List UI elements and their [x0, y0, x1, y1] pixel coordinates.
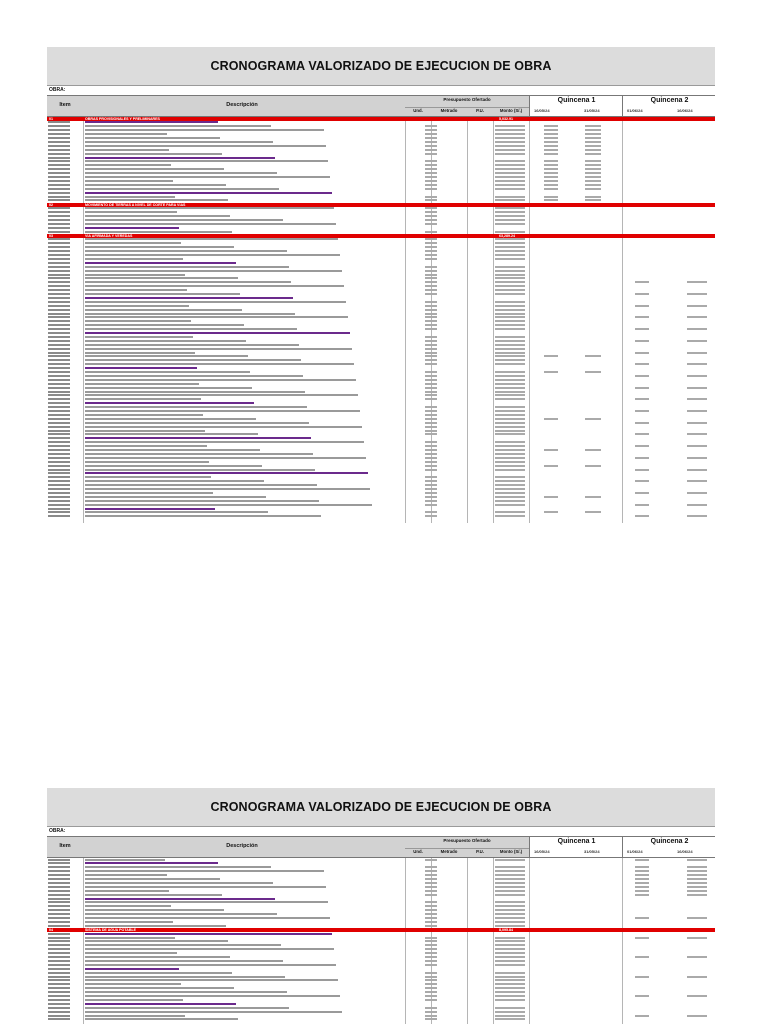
table-row	[47, 324, 715, 327]
section-title: MOVIMIENTO DE TIERRAS A NIVEL DE CORTE PARA VIAS	[85, 202, 186, 207]
table-row	[47, 975, 715, 978]
table-row	[47, 137, 715, 140]
table-row	[47, 121, 715, 124]
table-row	[47, 211, 715, 214]
table-row	[47, 218, 715, 221]
header-item: Item	[59, 843, 71, 849]
table-row	[47, 304, 715, 307]
table-body	[47, 117, 715, 523]
header-monto: Monto (S/.)	[493, 848, 529, 857]
table-row	[47, 889, 715, 892]
table-row	[47, 878, 715, 881]
table-row	[47, 464, 715, 467]
table-row	[47, 187, 715, 190]
table-row	[47, 308, 715, 311]
table-row	[47, 956, 715, 959]
header-descripcion: Descripción	[226, 102, 258, 108]
table-row	[47, 300, 715, 303]
quincena-1-end: 31/05/24	[584, 108, 600, 113]
table-row	[47, 870, 715, 873]
page-title: CRONOGRAMA VALORIZADO DE EJECUCION DE OBRA	[47, 788, 715, 827]
table-row	[47, 507, 715, 510]
section-total: 8,095.84	[499, 928, 513, 933]
table-row	[47, 885, 715, 888]
table-row	[47, 421, 715, 424]
table-row	[47, 511, 715, 514]
table-row	[47, 254, 715, 257]
table-row	[47, 995, 715, 998]
table-row	[47, 207, 715, 210]
table-row	[47, 312, 715, 315]
obra-label: OBRA:	[47, 827, 715, 837]
table-row	[47, 413, 715, 416]
table-row	[47, 472, 715, 475]
table-row	[47, 1010, 715, 1013]
table-row	[47, 320, 715, 323]
header-pu: P.U.	[467, 107, 493, 116]
table-row	[47, 261, 715, 264]
table-row	[47, 452, 715, 455]
table-row	[47, 277, 715, 280]
table-row	[47, 195, 715, 198]
table-row	[47, 160, 715, 163]
table-row	[47, 215, 715, 218]
table-row	[47, 909, 715, 912]
section-code: 02	[49, 202, 53, 207]
table-row	[47, 445, 715, 448]
section-title: OBRAS PROVISIONALES Y PRELIMINARES	[85, 117, 160, 121]
section-total: 63,289.24	[499, 234, 515, 238]
header-presupuesto: Presupuesto Ofertado	[443, 97, 491, 102]
section-title: SISTEMA DE AGUA POTABLE	[85, 928, 137, 933]
table-header	[47, 96, 715, 117]
table-row	[47, 1006, 715, 1009]
table-row	[47, 406, 715, 409]
schedule-sheet-1	[47, 47, 715, 523]
table-row	[47, 866, 715, 869]
table-row	[47, 932, 715, 935]
table-row	[47, 858, 715, 861]
table-row	[47, 335, 715, 338]
table-row	[47, 920, 715, 923]
table-row	[47, 363, 715, 366]
table-row	[47, 179, 715, 182]
table-row	[47, 164, 715, 167]
table-row	[47, 367, 715, 370]
table-row	[47, 488, 715, 491]
table-row	[47, 913, 715, 916]
table-row	[47, 347, 715, 350]
table-body	[47, 858, 715, 1024]
table-row	[47, 293, 715, 296]
table-row	[47, 355, 715, 358]
table-row	[47, 460, 715, 463]
table-row	[47, 936, 715, 939]
table-row	[47, 468, 715, 471]
obra-label: OBRA:	[47, 86, 715, 96]
table-row	[47, 386, 715, 389]
table-row	[47, 156, 715, 159]
table-row	[47, 917, 715, 920]
table-row	[47, 328, 715, 331]
section-code: 01	[49, 117, 53, 121]
table-row	[47, 901, 715, 904]
table-row	[47, 390, 715, 393]
table-row	[47, 503, 715, 506]
table-row	[47, 316, 715, 319]
table-row	[47, 144, 715, 147]
table-row	[47, 410, 715, 413]
table-row	[47, 491, 715, 494]
table-row	[47, 417, 715, 420]
quincena-2-end: 16/06/24	[677, 108, 693, 113]
table-row	[47, 959, 715, 962]
table-row	[47, 199, 715, 202]
table-row	[47, 940, 715, 943]
section-title: VIA AFIRMADA Y VEREDAS	[85, 234, 133, 238]
table-row	[47, 289, 715, 292]
table-row	[47, 285, 715, 288]
table-row	[47, 343, 715, 346]
table-row	[47, 148, 715, 151]
table-row	[47, 281, 715, 284]
quincena-1-header	[529, 96, 623, 116]
section-total: 5,032.91	[499, 117, 513, 121]
table-row	[47, 402, 715, 405]
table-row	[47, 351, 715, 354]
table-row	[47, 394, 715, 397]
table-row	[47, 905, 715, 908]
table-row	[47, 273, 715, 276]
table-row	[47, 269, 715, 272]
table-row	[47, 332, 715, 335]
table-row	[47, 425, 715, 428]
table-row	[47, 339, 715, 342]
header-und: Und.	[405, 107, 431, 116]
table-row	[47, 963, 715, 966]
header-und: Und.	[405, 848, 431, 857]
table-row	[47, 242, 715, 245]
section-code: 03	[49, 234, 53, 238]
quincena-1-start: 16/05/24	[534, 108, 550, 113]
table-row	[47, 437, 715, 440]
table-row	[47, 495, 715, 498]
quincena-2-header	[622, 96, 716, 116]
table-row	[47, 129, 715, 132]
table-row	[47, 359, 715, 362]
header-metrado: Metrado	[431, 107, 467, 116]
quincena-1-header	[529, 837, 623, 857]
table-row	[47, 441, 715, 444]
table-row	[47, 246, 715, 249]
table-row	[47, 265, 715, 268]
table-row	[47, 476, 715, 479]
table-row	[47, 398, 715, 401]
table-row	[47, 515, 715, 518]
table-row	[47, 238, 715, 241]
schedule-sheet-2	[47, 788, 715, 1024]
quincena-1-start: 16/05/24	[534, 849, 550, 854]
table-row	[47, 257, 715, 260]
table-row	[47, 125, 715, 128]
quincena-2-header	[622, 837, 716, 857]
quincena-1-end: 31/05/24	[584, 849, 600, 854]
table-row	[47, 456, 715, 459]
table-row	[47, 967, 715, 970]
table-row	[47, 152, 715, 155]
header-monto: Monto (S/.)	[493, 107, 529, 116]
header-pu: P.U.	[467, 848, 493, 857]
table-row	[47, 484, 715, 487]
table-row	[47, 874, 715, 877]
table-row	[47, 1018, 715, 1021]
table-row	[47, 983, 715, 986]
table-row	[47, 140, 715, 143]
quincena-1-label: Quincena 1	[557, 838, 596, 845]
header-presupuesto: Presupuesto Ofertado	[443, 838, 491, 843]
table-row	[47, 296, 715, 299]
table-row	[47, 1002, 715, 1005]
table-row	[47, 382, 715, 385]
table-row	[47, 191, 715, 194]
table-row	[47, 378, 715, 381]
table-row	[47, 991, 715, 994]
header-metrado: Metrado	[431, 848, 467, 857]
page-title: CRONOGRAMA VALORIZADO DE EJECUCION DE OBRA	[47, 47, 715, 86]
header-item: Item	[59, 102, 71, 108]
table-row	[47, 952, 715, 955]
table-row	[47, 230, 715, 233]
table-row	[47, 133, 715, 136]
table-row	[47, 1014, 715, 1017]
table-row	[47, 480, 715, 483]
table-row	[47, 924, 715, 927]
table-row	[47, 371, 715, 374]
table-row	[47, 979, 715, 982]
table-row	[47, 429, 715, 432]
quincena-2-start: 01/06/24	[627, 849, 643, 854]
table-row	[47, 250, 715, 253]
table-row	[47, 449, 715, 452]
quincena-2-label: Quincena 2	[650, 838, 689, 845]
table-row	[47, 226, 715, 229]
table-row	[47, 168, 715, 171]
table-row	[47, 948, 715, 951]
table-row	[47, 998, 715, 1001]
table-row	[47, 862, 715, 865]
table-row	[47, 987, 715, 990]
table-row	[47, 433, 715, 436]
table-row	[47, 374, 715, 377]
table-row	[47, 944, 715, 947]
table-header	[47, 837, 715, 858]
header-descripcion: Descripción	[226, 843, 258, 849]
table-row	[47, 971, 715, 974]
table-row	[47, 897, 715, 900]
table-row	[47, 499, 715, 502]
table-row	[47, 893, 715, 896]
quincena-2-end: 16/06/24	[677, 849, 693, 854]
quincena-2-start: 01/06/24	[627, 108, 643, 113]
table-row	[47, 172, 715, 175]
table-row	[47, 222, 715, 225]
table-row	[47, 176, 715, 179]
table-row	[47, 881, 715, 884]
quincena-2-label: Quincena 2	[650, 97, 689, 104]
quincena-1-label: Quincena 1	[557, 97, 596, 104]
section-code: 04	[49, 928, 53, 933]
table-row	[47, 183, 715, 186]
